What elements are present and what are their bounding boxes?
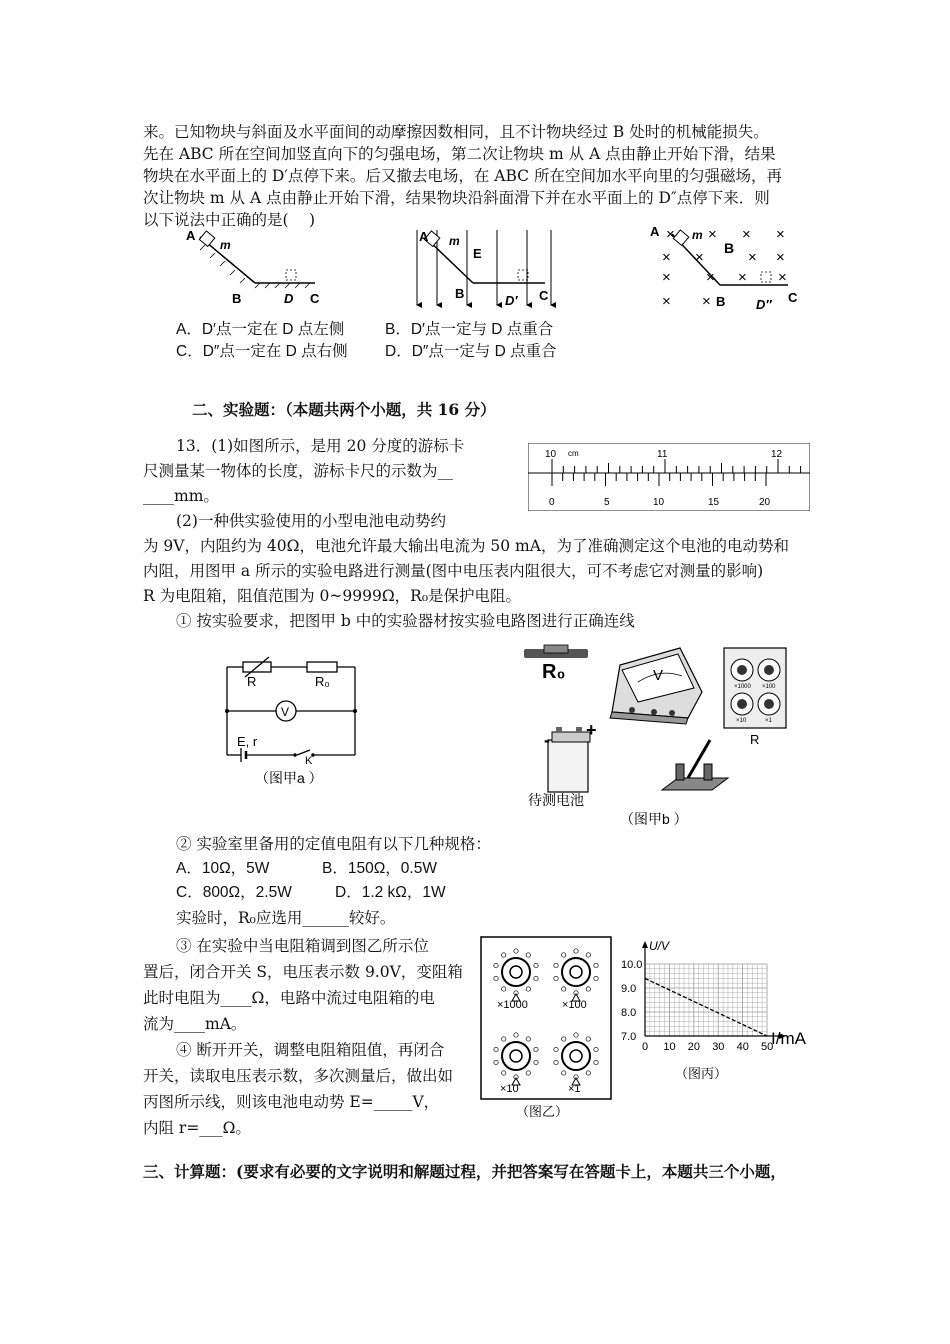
caliper-unit-label: cm [568,449,579,458]
chart-x-tick-label: 40 [736,1041,749,1053]
svg-text:×1: ×1 [765,718,772,724]
caliper-main-label-11: 11 [657,449,668,460]
q12-line-2: 先在 ABC 所在空间加竖直向下的匀强电场，第二次让物块 m 从 A 点由静止开始下滑，结果 [143,145,776,163]
q13-part4-line-1: ③ 在实验中当电阻箱调到图乙所示位 [176,937,429,955]
q13-part2-line-1: (2)一种供实验使用的小型电池电动势约 [176,512,446,530]
caliper-vernier-label-5: 5 [604,497,610,508]
fig1-label-d: D [284,291,294,306]
chart-caption: （图丙） [675,1066,728,1081]
svg-text:×: × [666,226,675,243]
circuit-voltmeter-label: V [281,705,290,719]
q12-option-c: C．D″点一定在 D 点右侧 [176,343,348,360]
section-2-title: 二、实验题：（本题共两个小题，共 16 分） [192,400,496,419]
incline-figure-electric [405,225,565,315]
equipment-r-label: R [750,732,760,747]
q13-part2-line-4: R 为电阻箱，阻值范围为 0~9999Ω，R₀是保护电阻。 [143,587,522,605]
q13-part1-line-3: ____mm。 [143,487,219,505]
chart-x-tick-label: 30 [712,1041,725,1053]
svg-text:×: × [695,249,704,266]
dial-center [570,1050,582,1062]
fig1-label-m: m [220,238,231,252]
chart-ylabel: U/V [649,939,670,953]
chart-y-tick-label: 8.0 [621,1007,637,1019]
fig1-label-c: C [310,291,320,306]
section-3-title: 三、计算题：(要求有必要的文字说明和解题过程，并把答案写在答题卡上，本题共三个小题， [143,1162,786,1181]
q13-part1-line-1: 13．(1)如图所示，是用 20 分度的游标卡 [176,437,465,455]
equipment-r0-label: R₀ [542,661,566,683]
dial-multiplier-1000: ×1000 [497,999,528,1011]
dial-center [510,966,522,978]
svg-text:×: × [742,226,751,243]
q12-line-4: 次让物块 m 从 A 点由静止开始下滑，结果物块沿斜面滑下并在水平面上的 D″点停下来．则 [143,189,770,207]
svg-text:×100: ×100 [762,684,776,690]
fig2-label-a: A [419,229,429,244]
caliper-vernier-label-15: 15 [708,497,720,508]
vernier-caliper [528,443,810,511]
q12-line-1: 来。已知物块与斜面及水平面间的动摩擦因数相同，且不计物块经过 B 处时的机械能损失。 [143,123,769,141]
caliper-main-label-12: 12 [771,449,783,460]
q13-part4-line-5: ④ 断开开关，调整电阻箱阻值，再闭合 [176,1041,445,1059]
svg-text:×: × [706,269,715,286]
equipment-voltmeter-label: V [653,667,664,684]
caliper-vernier-label-20: 20 [759,497,771,508]
incline-figure-plain [180,225,340,310]
equipment-battery-label: 待测电池 [528,792,584,808]
fig3-label-c: C [788,290,798,305]
equipment-figure [520,640,790,830]
circuit-label-r0: R₀ [315,674,330,689]
svg-text:×: × [662,269,671,286]
svg-text:×: × [738,269,747,286]
circuit-diagram [215,655,375,790]
q13-part1-line-2: 尺测量某一物体的长度，游标卡尺的示数为__ [143,462,454,480]
q12-option-a: A．D′点一定在 D 点左侧 [176,321,345,338]
resistance-dial-box [480,936,612,1122]
circuit-label-r: R [247,674,257,689]
svg-text:×: × [702,293,711,310]
q13-option-d: D．1.2 kΩ，1W [335,884,446,901]
fig2-label-b: B [455,286,465,301]
dial-multiplier-10: ×10 [500,1083,519,1095]
q12-line-3: 物块在水平面上的 D′点停下来。后又撤去电场，在 ABC 所在空间加水平向里的匀强磁场，再 [143,167,782,185]
svg-text:×: × [748,249,757,266]
resistance-box-icon [724,648,786,747]
q13-part4-line-2: 置后，闭合开关 S，电压表示数 9.0V，变阻箱 [143,963,463,981]
q12-option-b: B．D′点一定与 D 点重合 [385,321,554,338]
svg-text:×: × [662,249,671,266]
dial-multiplier-1: ×1 [568,1083,581,1095]
fig1-label-b: B [232,291,242,306]
q13-part3-line-6: 实验时，R₀应选用______较好。 [176,909,396,927]
battery-plus: + [586,720,597,740]
svg-text:×: × [778,269,787,286]
svg-text:×: × [776,249,785,266]
svg-text:×10: ×10 [736,718,747,724]
q12-option-d: D．D″点一定与 D 点重合 [385,343,557,360]
battery-icon [528,720,597,808]
knife-switch-icon [662,740,728,790]
chart-y-tick-label: 7.0 [621,1031,637,1043]
q13-part3-line-1: ② 实验室里备用的定值电阻有以下几种规格： [176,835,491,853]
caliper-vernier-label-10: 10 [653,497,665,508]
q13-part4-line-4: 流为____mA。 [143,1015,247,1033]
q13-part4-line-3: 此时电阻为____Ω，电路中流过电阻箱的电 [143,989,435,1007]
chart-x-tick-label: 10 [663,1041,676,1053]
circuit-switch-label: K [305,755,313,767]
circuit-label-er: E, r [237,734,258,749]
chart-x-tick-label: 20 [687,1041,701,1053]
chart-xlabel: I/mA [771,1029,806,1048]
voltmeter-icon [610,648,702,724]
q12-line-5: 以下说法中正确的是( ) [143,211,316,229]
svg-text:×: × [776,226,785,243]
battery-minus: - [544,730,550,750]
chart-y-arrow [642,941,648,948]
fig1-label-a: A [186,228,196,243]
fig3-label-b: B [716,294,726,309]
svg-text:×: × [708,226,717,243]
fig2-label-c: C [539,288,549,303]
fig2-label-m: m [449,234,460,248]
circuit-caption: （图甲a ） [255,770,323,786]
chart-y-tick-label: 10.0 [621,959,643,971]
chart-x-tick-label: 0 [642,1041,649,1053]
caliper-vernier-label-0: 0 [549,497,555,508]
q13-part4-line-7: 丙图所示线，则该电池电动势 E=_____V， [143,1093,440,1111]
svg-text:×1000: ×1000 [734,684,751,690]
fig3-label-field: B [724,240,735,256]
fig3-label-a: A [650,224,660,239]
q13-option-b: B．150Ω，0.5W [322,860,437,877]
q13-part2-line-2: 为 9V，内阻约为 40Ω，电池允许最大输出电流为 50 mA，为了准确测定这个电池的电动势和 [143,537,789,555]
equipment-caption: （图甲b ） [620,811,688,827]
fig3-label-d: D″ [756,297,772,312]
dial-center [570,966,582,978]
svg-text:×: × [662,293,671,310]
fig2-label-e: E [473,246,482,261]
chart-y-tick-label: 9.0 [621,983,637,995]
u-i-chart [615,936,820,1086]
fig3-label-m: m [692,228,703,242]
q13-part4-line-6: 开关，读取电压表示数，多次测量后，做出如 [143,1067,454,1085]
dial-center [510,1050,522,1062]
q13-part2-line-5: ① 按实验要求，把图甲 b 中的实验器材按实验电路图进行正确连线 [176,612,635,630]
incline-figure-magnetic [648,222,808,314]
fig2-label-d: D′ [505,293,518,308]
q13-part4-line-8: 内阻 r=___Ω。 [143,1119,251,1137]
chart-x-tick-label: 50 [761,1041,774,1053]
q13-part2-line-3: 内阻，用图甲 a 所示的实验电路进行测量(图中电压表内阻很大，可不考虑它对测量的影响) [143,562,764,580]
dial-box-caption: （图乙） [516,1104,569,1119]
dial-multiplier-100: ×100 [562,999,587,1011]
q13-option-a: A．10Ω，5W [176,860,270,877]
q13-option-c: C．800Ω，2.5W [176,884,292,901]
caliper-main-label-10: 10 [545,449,557,460]
